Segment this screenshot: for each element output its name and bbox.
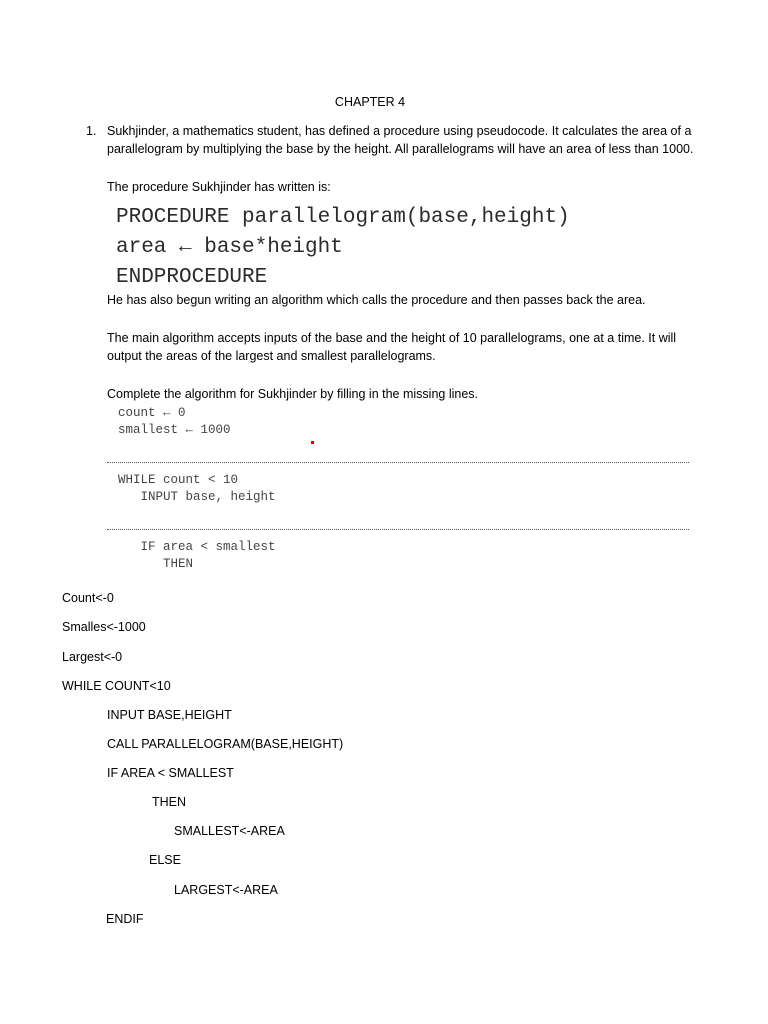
paragraph-main: The main algorithm accepts inputs of the base and the height of 10 parallelograms, one at a time. It will output the areas of the largest and smallest parallelograms. xyxy=(107,331,677,363)
answer-line: INPUT BASE,HEIGHT xyxy=(107,708,232,722)
answer-line: Count<-0 xyxy=(62,591,114,605)
answer-line: ELSE xyxy=(149,853,181,867)
procedure-code-line: area ← base*height xyxy=(116,236,343,259)
answer-blank-line xyxy=(107,529,689,530)
question-number: 1. xyxy=(86,124,97,138)
answer-blank-line xyxy=(107,462,689,463)
answer-line: WHILE COUNT<10 xyxy=(62,679,171,693)
answer-line: THEN xyxy=(152,795,187,809)
paragraph-also: He has also begun writing an algorithm which calls the procedure and then passes back the area. xyxy=(107,293,646,307)
answer-line: SMALLEST<-AREA xyxy=(174,824,285,838)
paragraph-complete: Complete the algorithm for Sukhjinder by filling in the missing lines. xyxy=(107,387,479,401)
answer-line: CALL PARALLELOGRAM(BASE,HEIGHT) xyxy=(107,737,344,751)
chapter-title: CHAPTER 4 xyxy=(334,95,406,109)
algorithm-code-line: smallest ← 1000 xyxy=(118,423,231,437)
answer-line: ENDIF xyxy=(106,912,144,926)
algorithm-code-line: count ← 0 xyxy=(118,406,186,420)
question-lead-in: The procedure Sukhjinder has written is: xyxy=(107,180,331,194)
procedure-code-line: ENDPROCEDURE xyxy=(116,266,268,289)
question-intro: Sukhjinder, a mathematics student, has defined a procedure using pseudocode. It calculates the area of a parallelogram by multiplying the base by the height. All parallelograms will have an area of less than 1000. xyxy=(107,124,694,156)
red-marker xyxy=(311,441,314,444)
answer-line: Largest<-0 xyxy=(62,650,123,664)
algorithm-code-line: INPUT base, height xyxy=(118,490,276,504)
algorithm-code-line: THEN xyxy=(118,557,194,571)
algorithm-code-line: WHILE count < 10 xyxy=(118,473,239,487)
procedure-code-line: PROCEDURE parallelogram(base,height) xyxy=(116,206,570,229)
answer-line: Smalles<-1000 xyxy=(62,620,146,634)
answer-line: IF AREA < SMALLEST xyxy=(107,766,234,780)
algorithm-code-line: IF area < smallest xyxy=(118,540,276,554)
answer-line: LARGEST<-AREA xyxy=(174,883,278,897)
